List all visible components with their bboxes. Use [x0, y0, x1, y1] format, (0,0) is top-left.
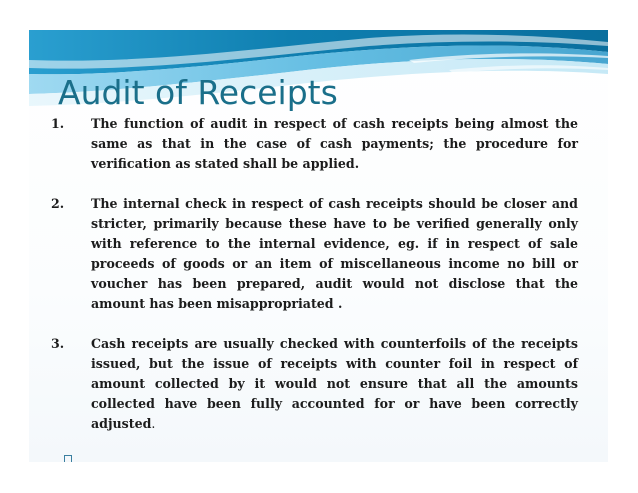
list-item-text-body: Cash receipts are usually checked with counterfoils of the receipts issued, but the issue of receipts with counter foil in respect of amount collected by it would not ensure that all the amounts collected have been fully accounted for or have been correctly adjusted [91, 336, 578, 431]
list-item-text-tail: . [151, 416, 156, 431]
list-item-text [91, 334, 578, 434]
list-item-text: The function of audit in respect of cash receipts being almost the same as that in the case of cash payments; the procedure for verification as stated shall be applied. [91, 116, 578, 171]
slide-title: Audit of Receipts [58, 73, 338, 112]
list-item-text: The internal check in respect of cash receipts should be closer and stricter, primarily because these have to be verified generally only with reference to the internal evidence, eg. if in respect of sale proceeds of goods or an item of miscellaneous income no bill or voucher has been prepared, audit would not disclose that the amount has been misappropriated . [91, 196, 578, 311]
list-item-number: 2. [51, 196, 65, 211]
list-item [51, 114, 578, 174]
slide [29, 30, 608, 462]
square-outline-icon [64, 455, 72, 462]
list-item [51, 334, 578, 434]
numbered-list [51, 114, 578, 454]
list-item-number: 3. [51, 336, 65, 351]
list-item [51, 194, 578, 314]
list-item-number: 1. [51, 116, 65, 131]
